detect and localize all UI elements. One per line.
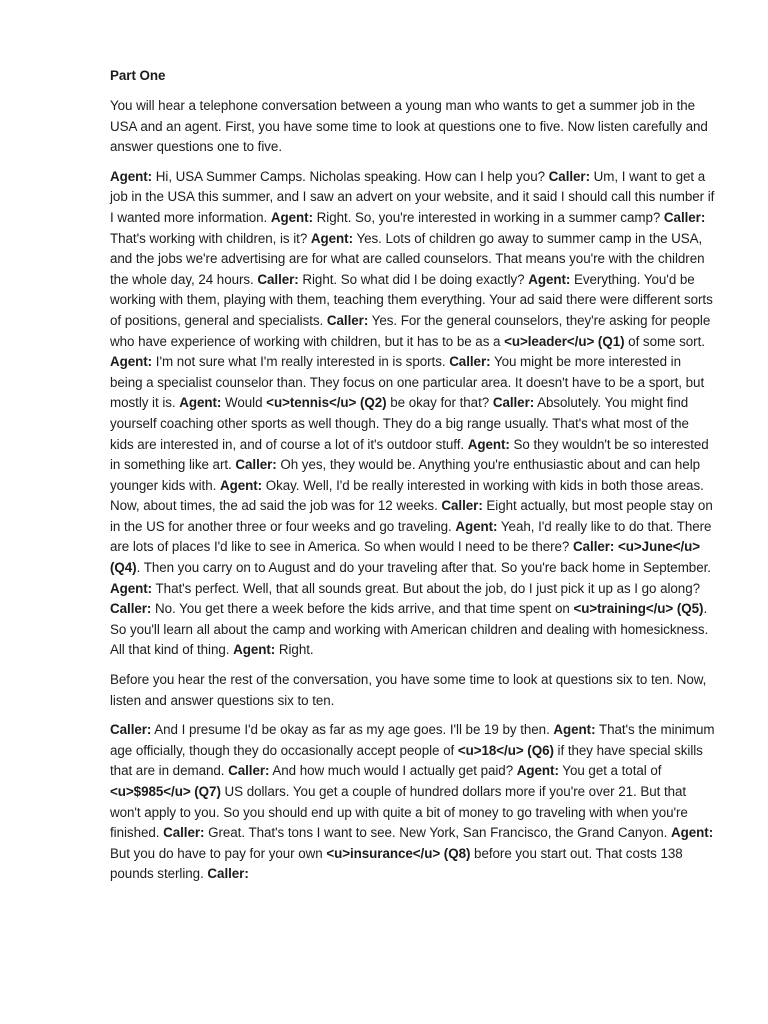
answer-key: <u>leader</u> (Q1)	[504, 333, 625, 349]
speaker-label: Agent:	[516, 763, 559, 779]
speaker-label: Agent:	[219, 477, 263, 493]
utterance-text: Oh yes, they would be. Anything you're enthusiastic about and can help younger kids with.	[110, 457, 701, 493]
utterance-text: Okay. Well, I'd be really interested in working with kids in both those areas. Now, about times, the ad said the job was for 12 weeks.	[110, 477, 704, 514]
utterance-text: That's working with children, is it?	[110, 230, 311, 246]
utterance-text: You might be more interested in being a specialist counselor than. They focus on one particular area. It doesn't have to be a sport, but mostly it is.	[110, 354, 705, 411]
section-heading: Part One	[110, 68, 166, 83]
utterance-text: Great. That's tons I want to see. New York, San Francisco, the Grand Canyon.	[204, 825, 672, 841]
answer-key: <u>18</u> (Q6)	[457, 742, 554, 758]
speaker-label: Agent:	[110, 580, 153, 596]
utterance-text: Would	[221, 395, 267, 411]
speaker-label: Caller:	[110, 601, 152, 617]
utterance-text: Yeah, I'd really like to do that. There are lots of places I'd like to see in America. So when would I need to be there?	[110, 518, 712, 555]
utterance-text: Right. So, you're interested in working in a summer camp?	[313, 209, 664, 225]
speaker-label: Caller:	[257, 271, 299, 287]
speaker-label: Caller:	[548, 168, 590, 184]
utterance-text: of some sort.	[624, 333, 705, 349]
speaker-label: Caller:	[110, 722, 152, 738]
speaker-label: Caller:	[228, 763, 270, 779]
answer-key: <u>June</u> (Q4)	[110, 539, 701, 576]
speaker-label: Agent:	[455, 518, 498, 534]
speaker-label: Caller:	[207, 866, 249, 882]
utterance-text: . So you'll learn all about the camp and working with American children and dealing with homesickness. All that kind of thing.	[110, 601, 709, 658]
utterance-text: US dollars. You get a couple of hundred dollars more if you're over 21. But that won't apply to you. So you should end up with quite a bit of money to go traveling with when you're finished.	[110, 784, 688, 841]
speaker-label: Agent:	[179, 395, 222, 411]
utterance-text: Yes. Lots of children go away to summer camp in the USA, and the jobs we're advertising are for what are called counselors. That means you're with the children the whole day, 24 hours.	[110, 230, 705, 287]
utterance-text: But you do have to pay for your own	[110, 845, 327, 861]
speaker-label: Agent:	[310, 230, 354, 246]
utterance-text: I'm not sure what I'm really interested in is sports.	[152, 354, 450, 370]
utterance-text: Everything. You'd be working with them, playing with them, teaching them everything. Your ad said there were different sorts of positions, general and specialists.	[110, 271, 713, 328]
utterance-text: Absolutely. You might find yourself coaching other sports as well though. They do a big range usually. That's what most of the kids are interested in, and of course a lot of it's outdoor stuff.	[110, 395, 689, 452]
utterance-text: You get a total of	[558, 763, 662, 779]
answer-key: <u>training</u> (Q5)	[573, 601, 704, 617]
utterance-text: be okay for that?	[386, 395, 493, 411]
utterance-text: And I presume I'd be okay as far as my age goes. I'll be 19 by then.	[151, 722, 554, 738]
utterance-text: . Then you carry on to August and do your traveling after that. So you're back home in September.	[136, 560, 711, 576]
answer-key: <u>insurance</u> (Q8)	[326, 845, 471, 861]
speaker-label: Agent:	[233, 642, 276, 658]
speaker-label: Caller:	[235, 457, 277, 473]
speaker-label: Caller:	[573, 539, 615, 555]
dialogue-paragraph-1	[110, 167, 716, 661]
intro-paragraph: You will hear a telephone conversation between a young man who wants to get a summer job in the USA and an agent. First, you have some time to look at questions one to five. Now listen carefully and answer questions one to five.	[110, 98, 708, 155]
utterance-text: That's the minimum age officially, though they do occasionally accept people of	[110, 722, 715, 758]
speaker-label: Caller:	[326, 312, 369, 328]
speaker-label: Caller:	[441, 498, 483, 514]
dialogue-paragraph-2	[110, 720, 716, 885]
utterance-text: So they wouldn't be so interested in something like art.	[110, 436, 709, 473]
utterance-text: if they have special skills that are in demand.	[110, 742, 703, 779]
speaker-label: Agent:	[553, 722, 596, 738]
utterance-text: Right.	[275, 642, 314, 658]
utterance-text: And how much would I actually get paid?	[269, 763, 517, 779]
speaker-label: Agent:	[110, 168, 153, 184]
speaker-label: Agent:	[671, 825, 714, 841]
speaker-label: Caller:	[449, 354, 491, 370]
utterance-text: Um, I want to get a job in the USA this summer, and I saw an advert on your website, and it said I should call this number if I wanted more information.	[110, 168, 715, 225]
utterance-text: Hi, USA Summer Camps. Nicholas speaking. How can I help you?	[152, 168, 549, 184]
speaker-label: Caller:	[663, 209, 706, 225]
answer-key: <u>$985</u> (Q7)	[110, 784, 221, 799]
speaker-label: Agent:	[467, 436, 510, 452]
answer-key: <u>tennis</u> (Q2)	[266, 395, 387, 411]
utterance-text: Right. So what did I be doing exactly?	[298, 271, 529, 287]
utterance-text: That's perfect. Well, that all sounds great. But about the job, do I just pick it up as I go along?	[152, 580, 701, 596]
utterance-text: No. You get there a week before the kids arrive, and that time spent on	[151, 601, 574, 617]
utterance-text: Eight actually, but most people stay on in the US for another three or four weeks and go traveling.	[110, 498, 713, 534]
utterance-text: before you start out. That costs 138 pounds sterling.	[110, 845, 683, 882]
speaker-label: Agent:	[270, 209, 314, 225]
speaker-label: Agent:	[110, 354, 153, 370]
transition-paragraph: Before you hear the rest of the conversation, you have some time to look at questions six to ten. Now, listen and answer questions six to ten.	[110, 672, 707, 708]
speaker-label: Agent:	[528, 271, 571, 287]
utterance-text: Yes. For the general counselors, they're asking for people who have experience of working with children, but it has to be as a	[110, 312, 711, 349]
speaker-label: Caller:	[492, 395, 535, 411]
speaker-label: Caller:	[163, 825, 205, 841]
